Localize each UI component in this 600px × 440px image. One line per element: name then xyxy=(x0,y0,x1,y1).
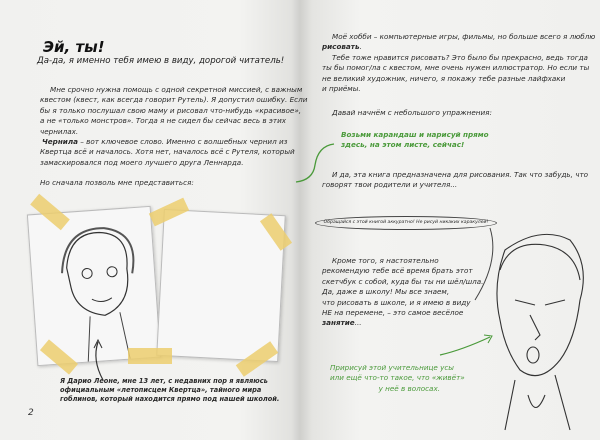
page-number: 2 xyxy=(28,408,34,418)
exercise-intro: Давай начнём с небольшого упражнения: xyxy=(332,108,492,117)
page-title: Эй, ты! xyxy=(43,38,105,56)
subtitle: Да-да, я именно тебя имею в виду, дорогой читатель! xyxy=(37,56,285,66)
right-paragraph-1: Моё хобби – компьютерные игры, фильмы, но больше всего я люблю рисовать. Тебе тоже нравится рисовать? Это было бы прекрасно, ведь тогда ты бы помог/ла с квестом, мне очень нужен иллюстратор. Но если ты не великий художник, ничего, я покажу тебе разные лайфхаки и приёмы. xyxy=(322,32,596,93)
green-note-draw: Возьми карандаш и нарисуй прямо здесь, на этом листе, сейчас! xyxy=(341,130,489,150)
green-note-teacher: Пририсуй этой учительнице усы или ещё что-то такое, что «живёт» у неё в волосах. xyxy=(330,363,465,393)
right-paragraph-4: Кроме того, я настоятельно рекомендую тебе всё время брать этот скетчбук с собой, куда бы ты ни шёл/шла. Да, даже в школу! Мы все знаем, что рисовать в школе, и я имею в виду НЕ на перемене, – это самое весёлое занятие... xyxy=(322,256,484,328)
caption: Я Дарио Леоне, мне 13 лет, с недавних пор я являюсь официальным «летописцем Квертца», тайного мира гоблинов, который находится прямо под нашей школой. xyxy=(60,377,280,403)
speech-bubble: Обращайся с этой книгой аккуратно! Не рисуй никаких каракулей! xyxy=(315,216,497,230)
teacher-sketch-icon xyxy=(497,234,583,430)
green-arrow-icon xyxy=(440,337,490,355)
intro-line: Но сначала позволь мне представиться: xyxy=(40,178,194,187)
left-paragraph-1: Мне срочно нужна помощь с одной секретной миссией, с важным квестом (квест, как всегда говорит Рутель). Я допустил ошибку. Если бы я только послушал свою маму и рисовал что-нибудь «красивое», а не «только монстров». Тогда я не сидел бы сейчас весь в этих чернилах. Чернила – вот ключевое слово. Именно с волшебных чернил из Квертца всё и началось. Хотя нет, началось всё с Рутеля, который замаскировался под моего лучшего друга Леннарда. xyxy=(40,85,308,167)
right-paragraph-3: И да, эта книга предназначена для рисования. Так что забудь, что говорят твои родители и учителя... xyxy=(322,170,589,190)
